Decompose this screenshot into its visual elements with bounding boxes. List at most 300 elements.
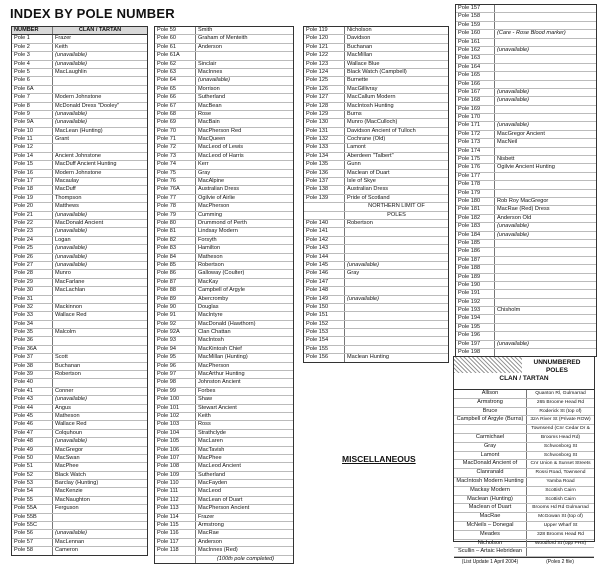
- clan-tartan: [495, 282, 596, 289]
- clan-tartan: Shaw: [198, 396, 212, 403]
- pole-number: Pole 33: [12, 312, 53, 319]
- clan-tartan: (unavailable): [55, 253, 88, 260]
- pole-number: Pole 72: [155, 144, 196, 151]
- clan-tartan: MacDonald (Hawthorn): [198, 320, 256, 327]
- table-row: [456, 173, 596, 181]
- table-row: [304, 220, 448, 228]
- table-row: [155, 438, 293, 446]
- clan-tartan: McDonald Dress "Dooley": [55, 102, 120, 109]
- pole-number: Pole 53: [12, 480, 53, 487]
- clan-tartan: MacNeil: [497, 139, 518, 146]
- table-row: [12, 346, 147, 354]
- pole-number: Pole 129: [304, 111, 345, 118]
- table-row: [155, 77, 293, 85]
- pole-number: Pole 1: [12, 35, 53, 42]
- clan-tartan: (unavailable): [497, 231, 530, 238]
- pole-number: Pole 74: [155, 161, 196, 168]
- clan-tartan: Johnston Ancient: [198, 379, 241, 386]
- pole-number: Pole 96: [155, 363, 196, 370]
- clan-tartan: Maclean Hunting: [347, 354, 389, 361]
- table-row: [12, 61, 147, 69]
- table-row: [304, 77, 448, 85]
- pole-number: Pole 132: [304, 136, 345, 143]
- clan-tartan: [53, 321, 147, 328]
- clan-tartan: [345, 346, 448, 353]
- table-row: [12, 480, 147, 488]
- table-row: [12, 128, 147, 136]
- pole-number: Pole 123: [304, 61, 345, 68]
- clan-tartan: [345, 228, 448, 235]
- pole-number: Pole 145: [304, 262, 345, 269]
- clan-tartan: Nicholson: [347, 27, 372, 33]
- pole-number: Pole 156: [304, 354, 345, 361]
- pole-number: Pole 115: [155, 522, 196, 529]
- clan-tartan: Colquhoun: [55, 429, 83, 436]
- table-row: [12, 220, 147, 228]
- clan-tartan: MacKay: [198, 278, 219, 285]
- clan-tartan: Wallace Red: [55, 312, 87, 319]
- clan-tartan: MacPherson Red: [198, 127, 242, 134]
- table-row: [456, 114, 596, 122]
- pole-number: Pole 168: [456, 97, 495, 104]
- pole-number: Pole 107: [155, 455, 196, 462]
- unnumbered-row: [454, 469, 594, 478]
- unnumbered-row: [454, 416, 594, 425]
- table-row: [155, 136, 293, 144]
- pole-number: Pole 75: [155, 170, 196, 177]
- pole-number: Pole 35: [12, 329, 53, 336]
- clan-tartan: Logan: [55, 236, 71, 243]
- pole-number: Pole 175: [456, 156, 495, 163]
- pole-number: Pole 169: [456, 106, 495, 113]
- clan-tartan: [495, 290, 596, 297]
- pole-number: Pole 178: [456, 181, 495, 188]
- clan-tartan: Anderson: [198, 43, 222, 50]
- pole-number: Pole 193: [456, 307, 495, 314]
- pole-number: Pole 153: [304, 329, 345, 336]
- pole-number: Pole 125: [304, 77, 345, 84]
- table-row: [304, 103, 448, 111]
- pole-number: Pole 176: [456, 164, 495, 171]
- clan-tartan: Smith: [198, 27, 213, 33]
- pole-number: Pole 76A: [155, 186, 196, 193]
- pole-number: Pole 54: [12, 488, 53, 495]
- clan-tartan: MacQueen: [198, 136, 226, 143]
- pole-number: Pole 77: [155, 195, 196, 202]
- clan-tartan: [53, 522, 147, 529]
- pole-number: Pole 152: [304, 321, 345, 328]
- clan-tartan: Clan Chattan: [198, 329, 231, 336]
- table-row: [155, 413, 293, 421]
- table-row: [456, 248, 596, 256]
- clan-tartan: [495, 148, 596, 155]
- clan-tartan: (unavailable): [347, 261, 380, 268]
- unnumbered-location: Brooms Head Rd): [540, 434, 581, 440]
- clan-tartan: NORTHERN LIMIT OF: [368, 203, 425, 210]
- pole-number: Pole 22: [12, 220, 53, 227]
- clan-tartan: MacGillivray: [347, 85, 378, 92]
- table-row: [304, 144, 448, 152]
- clan-tartan: Hamilton: [198, 245, 221, 252]
- pole-number: [304, 203, 345, 210]
- table-row: [155, 379, 293, 387]
- clan-tartan: Macaulay: [55, 178, 79, 185]
- table-row: [12, 111, 147, 119]
- table-row: [304, 321, 448, 329]
- pole-number: Pole 131: [304, 128, 345, 135]
- table-row: [304, 61, 448, 69]
- pole-number: Pole 184: [456, 232, 495, 239]
- table-row: [12, 119, 147, 127]
- table-row: [155, 346, 293, 354]
- clan-tartan: Buchanan: [347, 43, 373, 50]
- clan-tartan: [495, 39, 596, 46]
- unnumbered-location: 32A River St (Private ROW): [530, 417, 591, 423]
- pole-number: Pole 195: [456, 324, 495, 331]
- clan-tartan: MacNaughton: [55, 496, 90, 503]
- table-row: [155, 539, 293, 547]
- unnumbered-footer: [454, 557, 594, 567]
- table-row: [12, 178, 147, 186]
- pole-number: Pole 147: [304, 279, 345, 286]
- pole-number: Pole 143: [304, 245, 345, 252]
- pole-number: Pole 103: [155, 421, 196, 428]
- clan-tartan: Matthews: [55, 203, 79, 210]
- pole-number: Pole 61: [155, 44, 196, 51]
- unnumbered-location: Upper Wharf St: [543, 522, 578, 528]
- pole-number: Pole 9A: [12, 119, 53, 126]
- table-row: [456, 290, 596, 298]
- unnumbered-location: 328 Brooms Head Rd: [536, 531, 585, 537]
- clan-tartan: (unavailable): [55, 245, 88, 252]
- pole-number: Pole 84: [155, 254, 196, 261]
- table-row: [304, 186, 448, 194]
- pole-number: Pole 138: [304, 186, 345, 193]
- table-row: [155, 237, 293, 245]
- table-row: [304, 270, 448, 278]
- table-row: [304, 329, 448, 337]
- table-row: [12, 254, 147, 262]
- table-row: [456, 22, 596, 30]
- table-row: [456, 89, 596, 97]
- pole-number: Pole 81: [155, 228, 196, 235]
- table-row: [12, 170, 147, 178]
- clan-tartan: (Care - Rose Blood marker): [497, 30, 566, 37]
- table-row: [456, 257, 596, 265]
- clan-tartan: [345, 254, 448, 261]
- table-row: [155, 103, 293, 111]
- pole-number: Pole 120: [304, 35, 345, 42]
- table-row: [155, 447, 293, 455]
- table-row: [155, 203, 293, 211]
- table-row: [304, 178, 448, 186]
- clan-tartan: (unavailable): [55, 438, 88, 445]
- pole-number: Pole 18: [12, 186, 53, 193]
- clan-tartan: MacPhee: [55, 463, 79, 470]
- clan-tartan: MacInnes: [198, 68, 223, 75]
- clan-tartan: MacInnes (Red): [198, 547, 238, 554]
- table-row: [304, 195, 448, 203]
- table-row: [12, 161, 147, 169]
- pole-number: Pole 28: [12, 270, 53, 277]
- pole-number: Pole 27: [12, 262, 53, 269]
- table-row: [155, 522, 293, 530]
- pole-number: Pole 127: [304, 94, 345, 101]
- table-row: [304, 279, 448, 287]
- clan-tartan: Lindsay Modern: [198, 228, 238, 235]
- table-row: [456, 232, 596, 240]
- pole-number: Pole 114: [155, 514, 196, 521]
- pole-number: Pole 55B: [12, 514, 53, 521]
- clan-tartan: [495, 114, 596, 121]
- table-row: [456, 198, 596, 206]
- table-row: [155, 279, 293, 287]
- clan-tartan: MacLeod: [198, 488, 222, 495]
- table-row: [155, 254, 293, 262]
- pole-number: Pole 50: [12, 455, 53, 462]
- pole-number: Pole 164: [456, 64, 495, 71]
- table-row: [155, 287, 293, 295]
- table-row: [304, 304, 448, 312]
- table-row: [155, 212, 293, 220]
- table-row: [12, 203, 147, 211]
- pole-number: Pole 95: [155, 354, 196, 361]
- pole-number: Pole 59: [155, 27, 196, 34]
- clan-tartan: Ogilvie of Airlie: [198, 194, 235, 201]
- pole-number: Pole 112: [155, 497, 196, 504]
- table-row: [304, 354, 448, 361]
- clan-tartan: [345, 321, 448, 328]
- table-row: [12, 44, 147, 52]
- pole-number: Pole 17: [12, 178, 53, 185]
- clan-tartan: [345, 329, 448, 336]
- pole-number: Pole 122: [304, 52, 345, 59]
- table-row: [456, 332, 596, 340]
- pole-number: Pole 23: [12, 228, 53, 235]
- clan-tartan: (unavailable): [55, 211, 88, 218]
- clan-tartan: [53, 86, 147, 93]
- clan-tartan: Grant: [55, 136, 69, 143]
- unnumbered-location: 265 Broome Head Rd: [536, 399, 585, 405]
- pole-number: Pole 142: [304, 237, 345, 244]
- pole-number: Pole 89: [155, 296, 196, 303]
- clan-tartan: Scott: [55, 354, 68, 361]
- table-row: [155, 270, 293, 278]
- pole-number: Pole 113: [155, 505, 196, 512]
- table-row: [12, 396, 147, 404]
- pole-table-2: [154, 26, 294, 564]
- pole-number: Pole 150: [304, 304, 345, 311]
- clan-tartan: Stewart Ancient: [198, 404, 237, 411]
- clan-tartan: Modern Johnstone: [55, 94, 102, 101]
- unnumbered-clan-header: CLAN / TARTAN: [499, 375, 549, 382]
- clan-tartan: Keith: [55, 43, 68, 50]
- table-row: [12, 413, 147, 421]
- pole-number: Pole 187: [456, 257, 495, 264]
- pole-number: Pole 7: [12, 94, 53, 101]
- table-row: [12, 530, 147, 538]
- table-row: [155, 371, 293, 379]
- clan-tartan: [196, 52, 293, 59]
- table-row: [12, 103, 147, 111]
- pole-number: Pole 194: [456, 315, 495, 322]
- pole-number: Pole 146: [304, 270, 345, 277]
- pole-number: Pole 14: [12, 153, 53, 160]
- pole-number: Pole 80: [155, 220, 196, 227]
- table-row: [12, 304, 147, 312]
- table-row: [12, 514, 147, 522]
- clan-tartan: Wallace Blue: [347, 60, 380, 67]
- clan-tartan: [345, 287, 448, 294]
- pole-number: Pole 110: [155, 480, 196, 487]
- table-row: [304, 86, 448, 94]
- unnumbered-clan: MacRae: [454, 513, 527, 521]
- pole-number: Pole 141: [304, 228, 345, 235]
- table-row: [304, 35, 448, 43]
- table-row: [155, 497, 293, 505]
- table-row: [12, 195, 147, 203]
- clan-tartan: MacLachlan: [55, 287, 86, 294]
- table-row: [155, 405, 293, 413]
- pole-number: Pole 180: [456, 198, 495, 205]
- unnumbered-row: [454, 548, 594, 557]
- clan-tartan: MacDuff: [55, 186, 76, 193]
- pole-number: Pole 158: [456, 13, 495, 20]
- unnumbered-location: Quanton Rl, Gulmarrad: [535, 391, 586, 396]
- clan-tartan: Burns: [347, 110, 362, 117]
- clan-tartan: Ferguson: [55, 505, 79, 512]
- table-row: [456, 215, 596, 223]
- unnumbered-location: Rossi Road, Townsend: [535, 470, 586, 476]
- pole-number: Pole 106: [155, 447, 196, 454]
- table-row: [456, 139, 596, 147]
- page-title: INDEX BY POLE NUMBER: [10, 6, 175, 21]
- pole-number: Pole 4: [12, 61, 53, 68]
- table-row: [155, 35, 293, 43]
- pole-number: Pole 21: [12, 212, 53, 219]
- pole-number: Pole 192: [456, 299, 495, 306]
- pole-number: [155, 556, 196, 563]
- pole-number: Pole 118: [155, 547, 196, 554]
- clan-tartan: Campbell of Argyle: [198, 287, 245, 294]
- clan-tartan: Kerr: [198, 161, 209, 168]
- clan-tartan: (unavailable): [55, 530, 88, 537]
- clan-tartan: Rob Roy MacGregor: [497, 197, 549, 204]
- hatch-pattern: [454, 357, 522, 373]
- table-row: [456, 282, 596, 290]
- table-row: [456, 223, 596, 231]
- pole-number: Pole 105: [155, 438, 196, 445]
- pole-number: Pole 172: [456, 131, 495, 138]
- clan-tartan: [345, 337, 448, 344]
- pole-number: Pole 82: [155, 237, 196, 244]
- unnumbered-row: [454, 425, 594, 434]
- table-row: [12, 296, 147, 304]
- pole-number: Pole 170: [456, 114, 495, 121]
- clan-tartan: [345, 279, 448, 286]
- table-row: [456, 164, 596, 172]
- pole-number: Pole 117: [155, 539, 196, 546]
- table-row: [155, 245, 293, 253]
- clan-tartan: [495, 299, 596, 306]
- clan-tartan: Rose: [198, 110, 212, 117]
- pole-number: Pole 128: [304, 103, 345, 110]
- table-row: [155, 463, 293, 471]
- pole-number: Pole 63: [155, 69, 196, 76]
- clan-tartan: POLES: [387, 211, 406, 218]
- clan-tartan: Pride of Scotland: [347, 194, 390, 201]
- clan-tartan: Australian Dress: [198, 186, 240, 193]
- pole-number: Pole 70: [155, 128, 196, 135]
- clan-tartan: Burnette: [347, 77, 369, 84]
- clan-tartan: Anderson Old: [497, 214, 532, 221]
- table-row: [304, 136, 448, 144]
- table-row: [12, 463, 147, 471]
- pole-number: Pole 136: [304, 170, 345, 177]
- pole-number: Pole 139: [304, 195, 345, 202]
- table-row: [456, 64, 596, 72]
- table-row: [12, 455, 147, 463]
- unnumbered-location: Townsend (Cnr Cedar Dr &: [531, 426, 590, 432]
- pole-number: Pole 188: [456, 265, 495, 272]
- unnumbered-location: [527, 548, 594, 556]
- clan-tartan: MacBain: [198, 119, 220, 126]
- clan-tartan: [53, 346, 147, 353]
- clan-tartan: Black Watch (Campbell): [347, 68, 407, 75]
- clan-tartan: [495, 13, 596, 20]
- pole-number: Pole 36A: [12, 346, 53, 353]
- clan-tartan: Sutherland: [198, 471, 226, 478]
- pole-number: Pole 166: [456, 81, 495, 88]
- pole-number: Pole 179: [456, 190, 495, 197]
- pole-number: Pole 6A: [12, 86, 53, 93]
- table-row: [155, 144, 293, 152]
- pole-number: Pole 32: [12, 304, 53, 311]
- pole-number: Pole 99: [155, 388, 196, 395]
- pole-number: Pole 2: [12, 44, 53, 51]
- table-row: [12, 321, 147, 329]
- clan-tartan: MacPherson: [198, 203, 230, 210]
- clan-tartan: [53, 296, 147, 303]
- clan-tartan: (unavailable): [55, 396, 88, 403]
- pole-table-1: [11, 26, 148, 556]
- clan-tartan: (unavailable): [55, 60, 88, 67]
- unnumbered-row: [454, 487, 594, 496]
- pole-number: Pole 62: [155, 61, 196, 68]
- pole-number: Pole 6: [12, 77, 53, 84]
- pole-number: Pole 58: [12, 547, 53, 554]
- pole-number: Pole 24: [12, 237, 53, 244]
- pole-number: Pole 49: [12, 447, 53, 454]
- pole-number: Pole 155: [304, 346, 345, 353]
- pole-number: Pole 190: [456, 282, 495, 289]
- pole-number: Pole 189: [456, 274, 495, 281]
- pole-number: Pole 181: [456, 206, 495, 213]
- table-row: [155, 262, 293, 270]
- clan-tartan: MacSwan: [55, 454, 80, 461]
- unnumbered-title: UNNUMBERED POLES: [533, 359, 581, 374]
- pole-number: [304, 212, 345, 219]
- table-row: [456, 240, 596, 248]
- clan-tartan: Morrison: [198, 85, 220, 92]
- header-number: NUMBER: [12, 27, 53, 34]
- table-row: [304, 44, 448, 52]
- pole-number: Pole 133: [304, 144, 345, 151]
- pole-number: Pole 159: [456, 22, 495, 29]
- clan-tartan: (unavailable): [347, 295, 380, 302]
- table-row: [12, 388, 147, 396]
- clan-tartan: Sutherland: [198, 94, 226, 101]
